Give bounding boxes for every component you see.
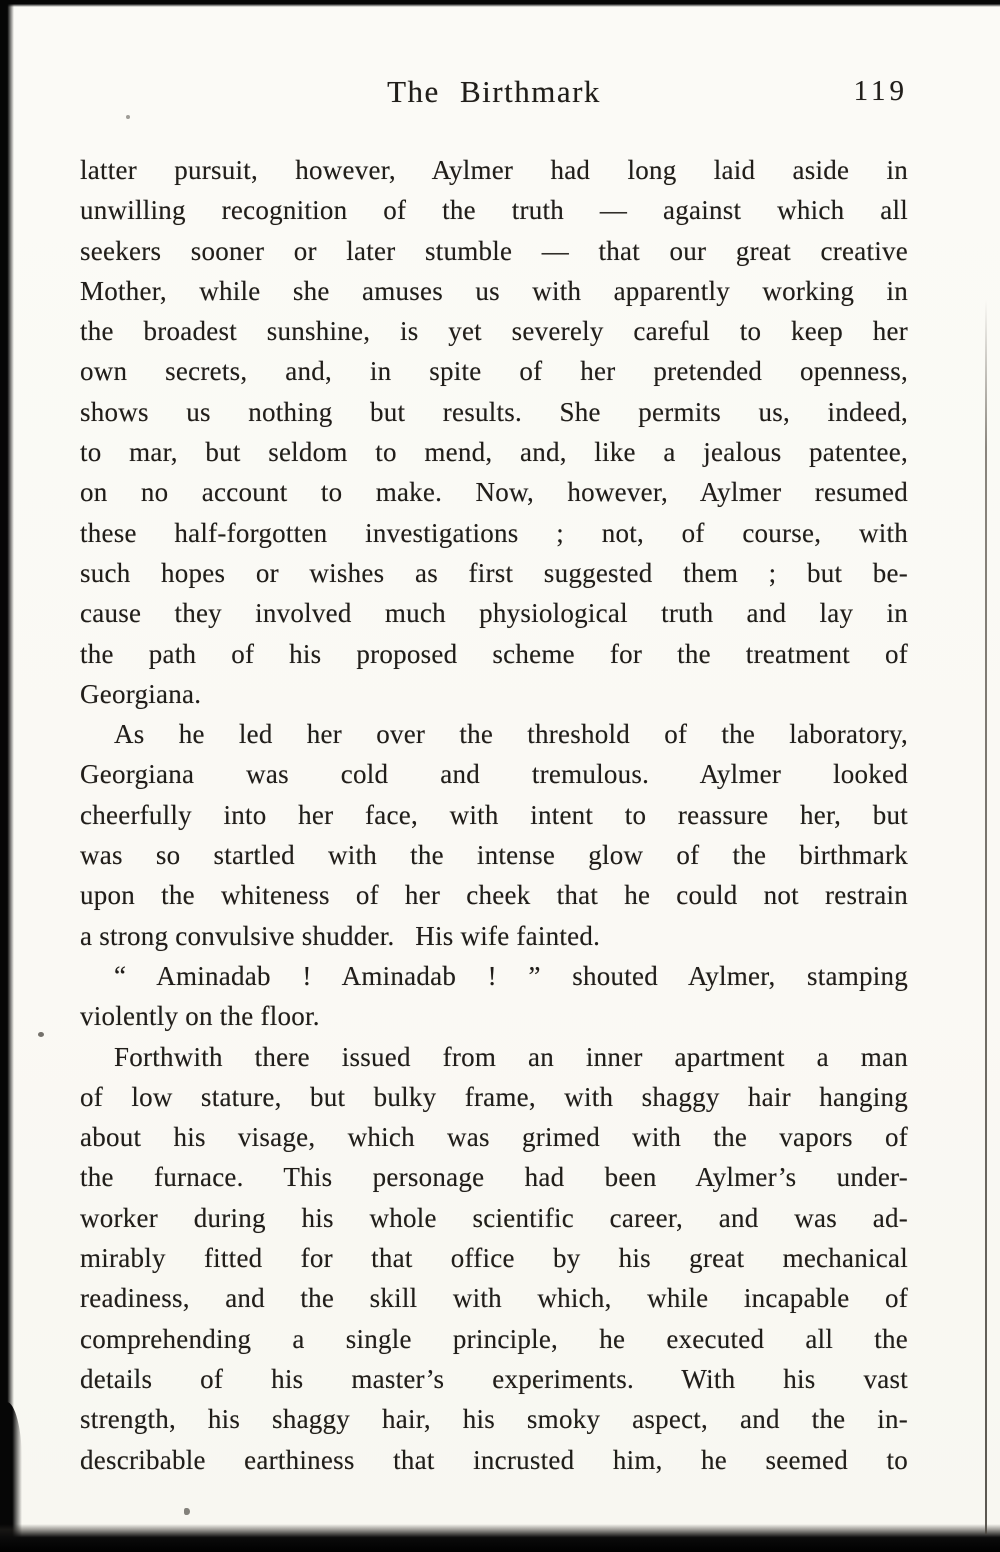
paragraph bbox=[80, 1037, 908, 1480]
text-line: unwilling recognition of the truth — against which all bbox=[80, 195, 908, 226]
text-line: seekers sooner or later stumble — that our great creative bbox=[80, 235, 908, 266]
text-line: describable earthiness that incrusted him, he seemed to bbox=[80, 1444, 908, 1475]
text-line: these half-forgotten investigations ; not, of course, with bbox=[80, 517, 908, 548]
text-line: on no account to make. Now, however, Aylmer resumed bbox=[80, 477, 908, 508]
page-header bbox=[80, 74, 908, 118]
text-line: a strong convulsive shudder. His wife fainted. bbox=[80, 920, 601, 951]
text-line: details of his master’s experiments. With his vast bbox=[80, 1363, 908, 1394]
text-line: As he led her over the threshold of the laboratory, bbox=[114, 719, 908, 750]
paragraph bbox=[80, 956, 908, 1037]
text-line: cheerfully into her face, with intent to reassure her, but bbox=[80, 799, 908, 830]
text-line: Mother, while she amuses us with apparently working in bbox=[80, 275, 908, 306]
text-line: worker during his whole scientific career, and was ad- bbox=[80, 1202, 908, 1233]
text-line: readiness, and the skill with which, while incapable of bbox=[80, 1283, 908, 1314]
text-line: was so startled with the intense glow of the birthmark bbox=[80, 840, 908, 871]
text-line: shows us nothing but results. She permits us, indeed, bbox=[80, 396, 908, 427]
scan-edge-bottom bbox=[0, 1524, 1000, 1552]
text-line: about his visage, which was grimed with the vapors of bbox=[80, 1122, 908, 1153]
text-line: Georgiana was cold and tremulous. Aylmer looked bbox=[80, 759, 908, 790]
text-line: Georgiana. bbox=[80, 678, 202, 709]
page-title: The Birthmark bbox=[387, 74, 601, 109]
text-line: the furnace. This personage had been Aylmer’s under- bbox=[80, 1162, 908, 1193]
text-line: upon the whiteness of her cheek that he could not restrain bbox=[80, 880, 908, 911]
scan-edge-top bbox=[0, 0, 1000, 7]
text-line: strength, his shaggy hair, his smoky aspect, and the in- bbox=[80, 1404, 908, 1435]
scan-edge-right bbox=[985, 300, 987, 1534]
scan-speck bbox=[38, 1032, 44, 1037]
text-line: “ Aminadab ! Aminadab ! ” shouted Aylmer, stamping bbox=[114, 960, 908, 991]
text-line: comprehending a single principle, he executed all the bbox=[80, 1323, 908, 1354]
scan-edge-left bbox=[0, 0, 14, 1552]
text-line: cause they involved much physiological truth and lay in bbox=[80, 598, 908, 629]
text-line: to mar, but seldom to mend, and, like a jealous patentee, bbox=[80, 437, 908, 468]
text-block bbox=[80, 150, 908, 1480]
text-line: own secrets, and, in spite of her pretended openness, bbox=[80, 356, 908, 387]
text-line: mirably fitted for that office by his great mechanical bbox=[80, 1243, 908, 1274]
paragraph bbox=[80, 714, 908, 956]
text-line: the broadest sunshine, is yet severely careful to keep her bbox=[80, 316, 908, 347]
paragraph bbox=[80, 150, 908, 714]
text-line: latter pursuit, however, Aylmer had long laid aside in bbox=[80, 155, 908, 185]
text-line: Forthwith there issued from an inner apartment a man bbox=[114, 1041, 908, 1072]
page-number: 119 bbox=[853, 75, 908, 107]
text-line: such hopes or wishes as first suggested them ; but be- bbox=[80, 557, 908, 588]
text-line: the path of his proposed scheme for the treatment of bbox=[80, 638, 908, 669]
text-line: violently on the floor. bbox=[80, 1001, 320, 1032]
scan-speck bbox=[184, 1508, 190, 1515]
text-line: of low stature, but bulky frame, with shaggy hair hanging bbox=[80, 1081, 908, 1112]
